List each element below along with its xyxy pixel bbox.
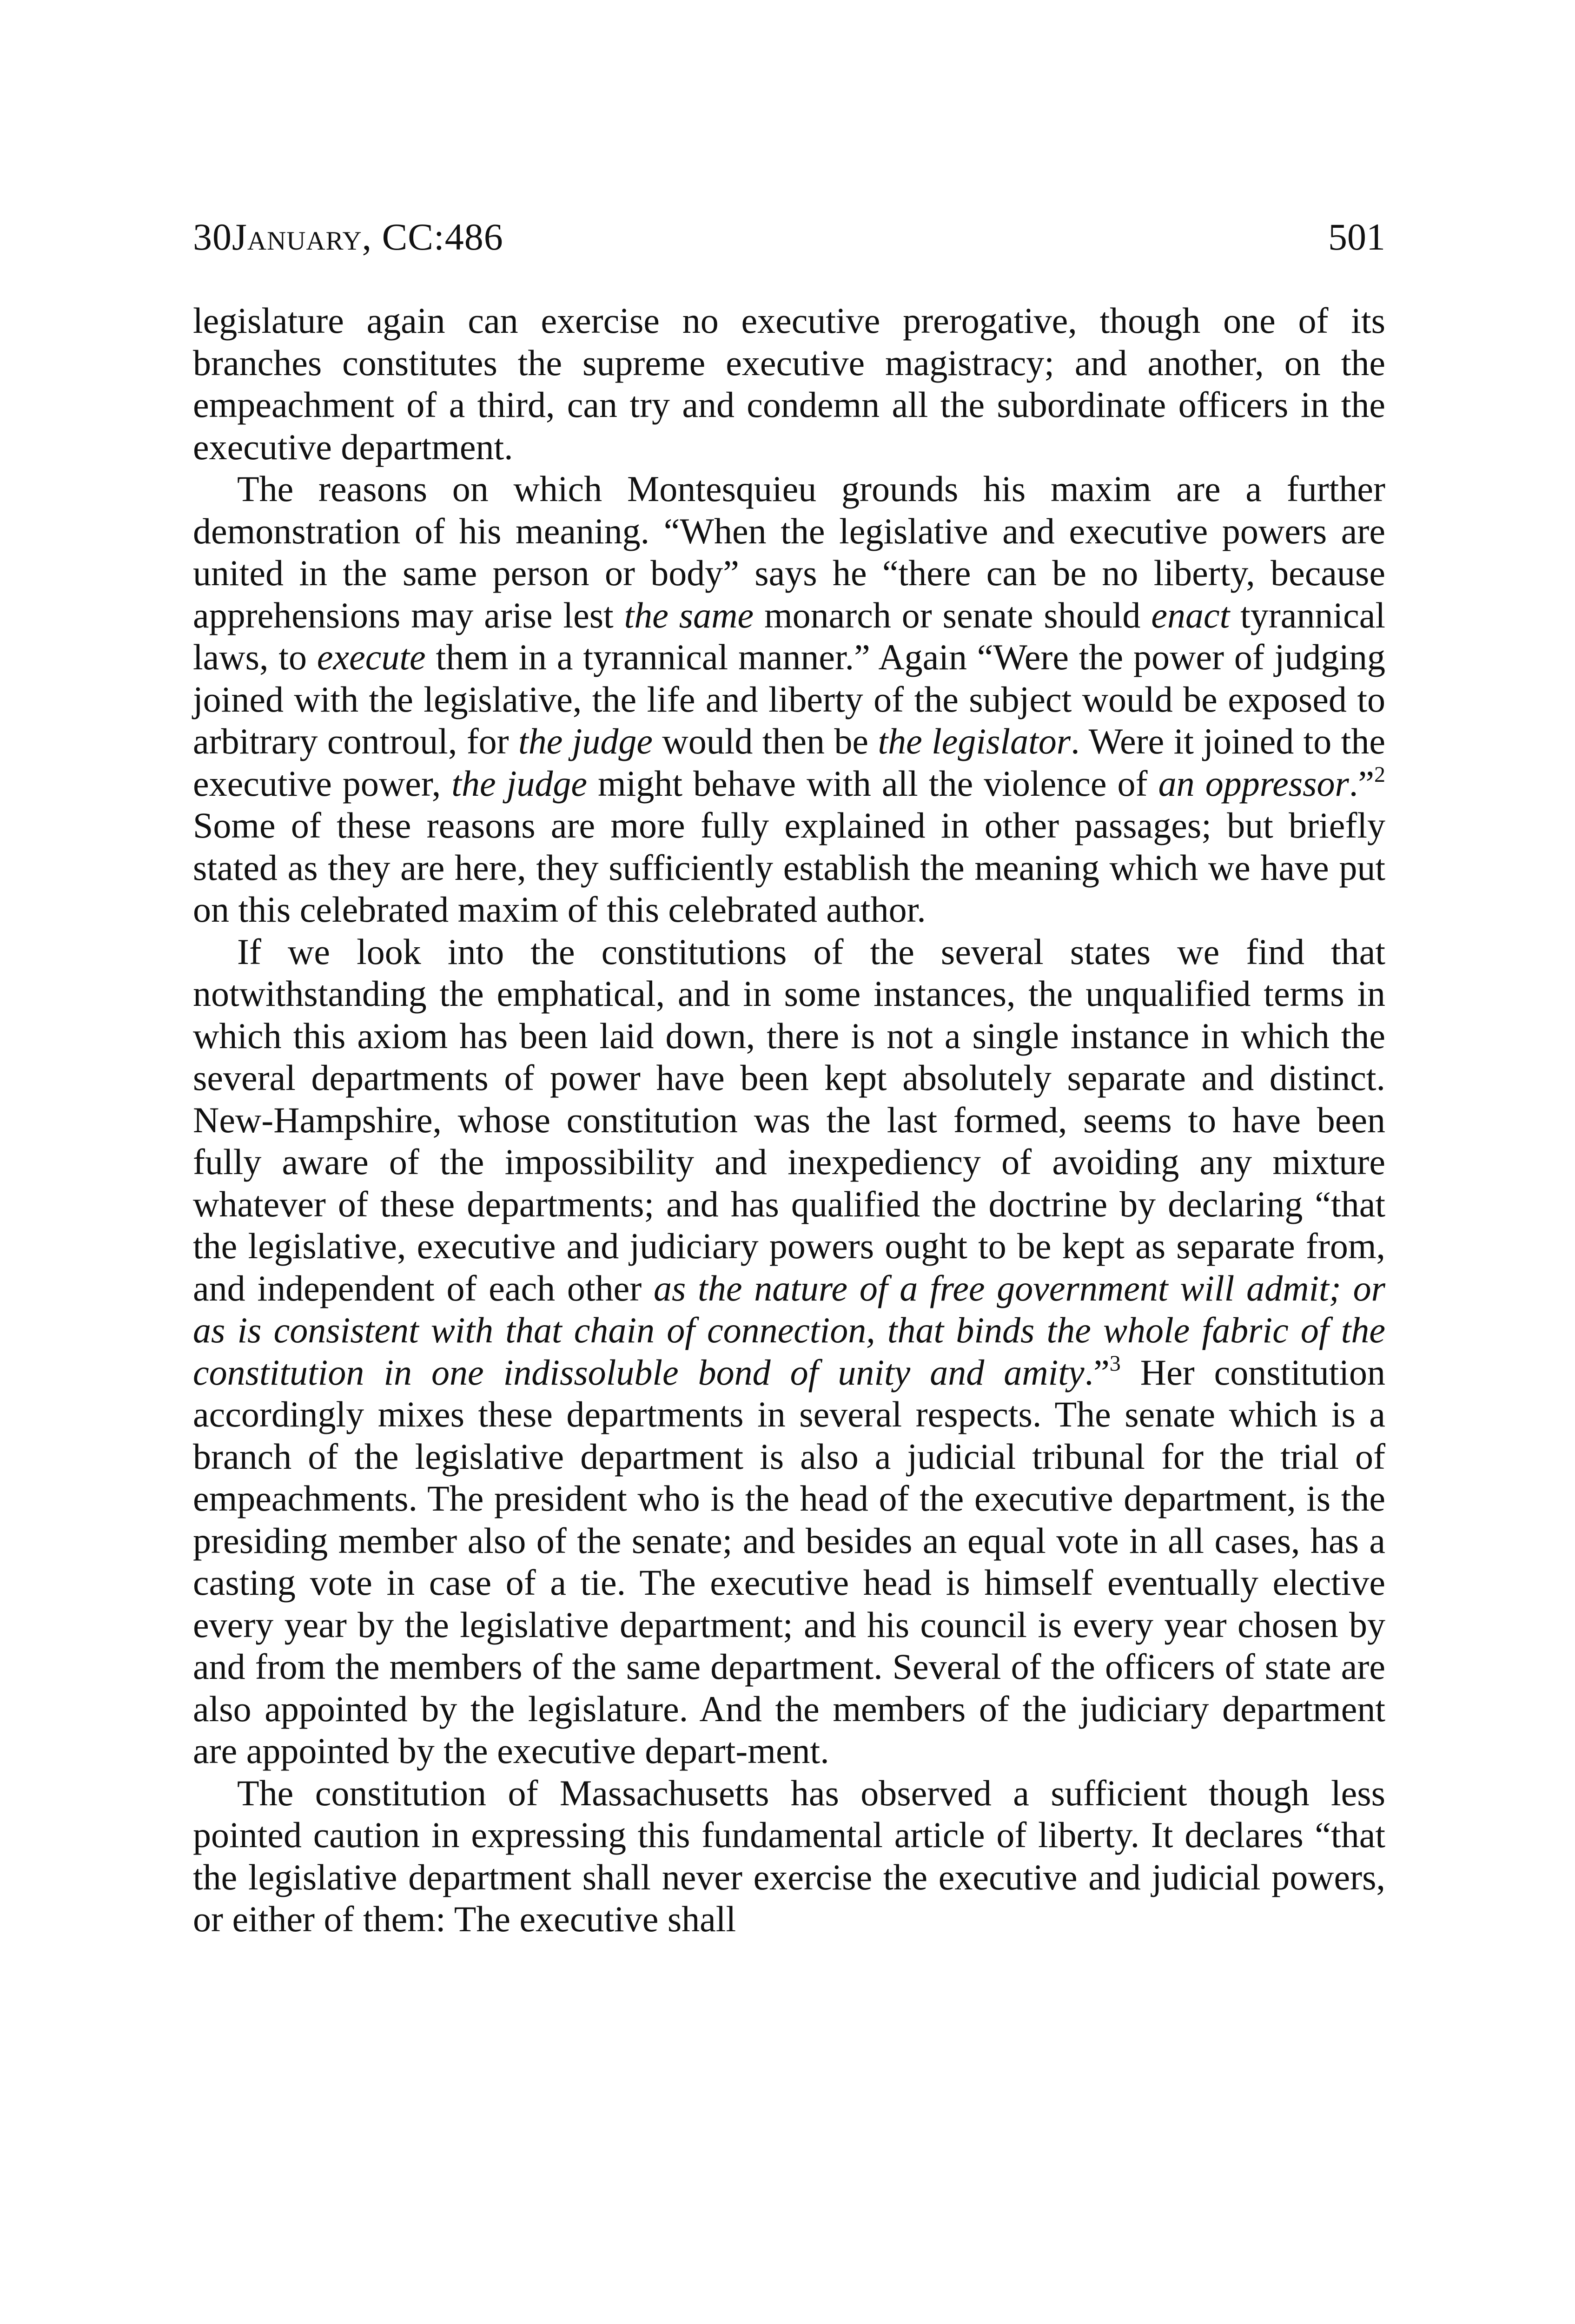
paragraph xyxy=(193,468,1385,931)
italic-text: execute xyxy=(317,637,426,677)
text-run: If we look into the constitutions of the several states we find that notwithstanding the emphatical, and in some instances, the unqualified terms in which this axiom has been laid down, there is not a single instance in which the several departments of power have been kept absolutely separate and distinct. New-Hampshire, whose constitution was the last formed, seems to have been fully aware of the impossibility and inexpediency of avoiding any mixture whatever of these departments; and has qualified the doctrine by declaring “that the legislative, executive and judiciary powers ought to be kept as separate from, and independent of each other xyxy=(193,931,1385,1308)
footnote-ref: 3 xyxy=(1109,1351,1121,1376)
page-number: 501 xyxy=(1328,216,1385,258)
italic-text: an oppressor xyxy=(1158,763,1349,804)
text-run: monarch or senate should xyxy=(754,594,1151,635)
running-head-date-ref xyxy=(193,211,503,263)
header-doc-ref: CC:486 xyxy=(382,216,503,258)
italic-text: the judge xyxy=(451,763,587,804)
italic-text: as the nature of a free government will admit; or as is consistent with that chain of connection, that binds the whole fabric of the constitution in one indissoluble bond of unity and amity xyxy=(193,1268,1385,1393)
text-run: might behave with all the violence of xyxy=(587,763,1158,804)
text-run: Some of these reasons are more fully explained in other passages; but briefly stated as they are here, they sufficiently establish the meaning which we have put on this celebrated maxim of this celebrated author. xyxy=(193,805,1385,930)
text-run: them in a tyrannical manner.” Again “Were the power of judging joined with the legislative, the life and liberty of the subject would be exposed to arbitrary controul, for xyxy=(193,637,1385,761)
text-run: .” xyxy=(1349,763,1374,804)
text-run: The reasons on which Montesquieu grounds his maxim are a further demonstration of his meaning. “When the legislative and executive powers are united in the same person or body” says he “there can be no liberty, because apprehensions may arise lest xyxy=(193,469,1385,635)
text-run: Her constitution accordingly mixes these departments in several respects. The senate which is a branch of the legislative department is also a judicial tribunal for the trial of empeachments. The president who is the head of the executive department, is the presiding member also of the senate; and besides an equal vote in all cases, has a casting vote in case of a tie. The executive head is himself eventually elective every year by the legislative department; and his council is every year chosen by and from the members of the same department. Several of the officers of state are also appointed by the legislature. And the members of the judiciary department are appointed by the executive depart-ment. xyxy=(193,1352,1385,1771)
italic-text: the judge xyxy=(518,721,653,761)
body-text xyxy=(193,300,1385,1941)
italic-text: enact xyxy=(1151,594,1230,635)
running-head xyxy=(193,211,1385,263)
paragraph xyxy=(193,1772,1385,1941)
paragraph xyxy=(193,931,1385,1772)
text-run: The constitution of Massachusetts has observed a sufficient though less pointed caution in expressing this fundamental article of liberty. It declares “that the legislative department shall never exercise the executive and judicial powers, or either of them: The executive shall xyxy=(193,1772,1385,1939)
text-run: . Were it joined to the executive power, xyxy=(193,721,1385,804)
header-day: 30 xyxy=(193,216,232,258)
italic-text: the same xyxy=(624,594,754,635)
text-run: tyrannical laws, to xyxy=(193,594,1385,677)
paragraph xyxy=(193,300,1385,468)
text-run: .” xyxy=(1084,1352,1110,1393)
italic-text: the legislator xyxy=(878,721,1071,761)
text-run: legislature again can exercise no executive prerogative, though one of its branches constitutes the supreme executive magistracy; and another, on the empeachment of a third, can try and condemn all the subordinate officers in the executive department. xyxy=(193,300,1385,467)
header-separator: , xyxy=(362,216,382,258)
header-month: January xyxy=(232,216,362,258)
footnote-ref: 2 xyxy=(1374,762,1385,787)
text-run: would then be xyxy=(653,721,878,761)
